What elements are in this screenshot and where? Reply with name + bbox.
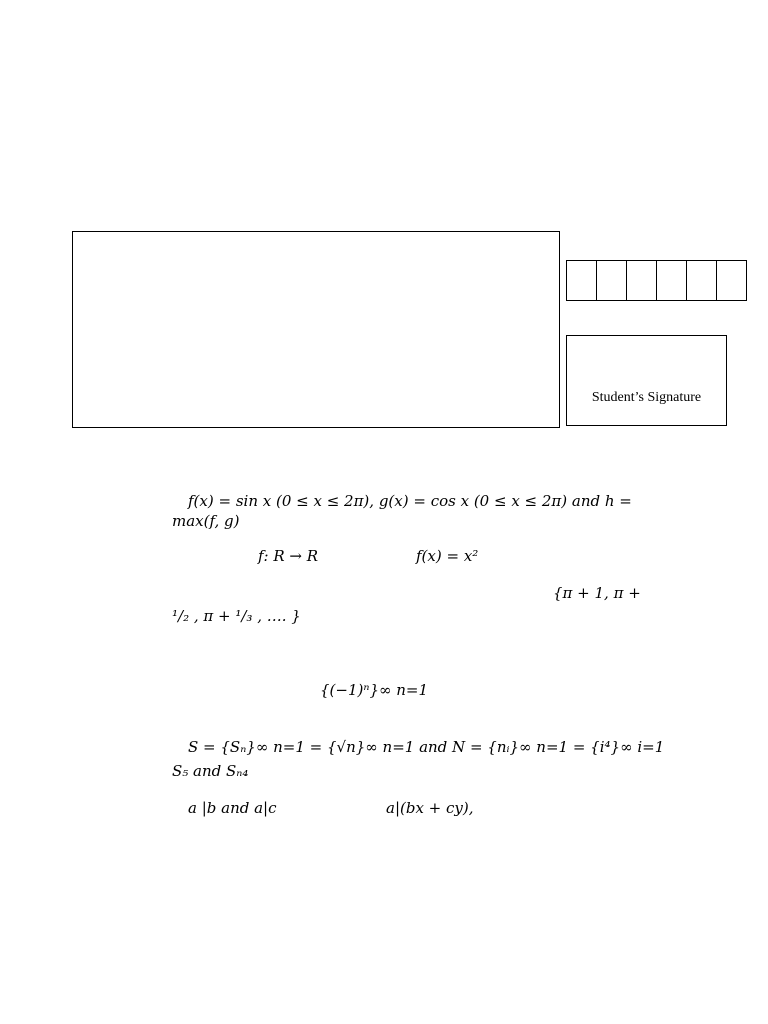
math-line-2b: f(x) = x² bbox=[416, 547, 479, 565]
math-line-3b: ¹/₂ , π + ¹/₃ , …. } bbox=[172, 607, 301, 625]
id-digit-cell[interactable] bbox=[626, 260, 657, 301]
math-line-5b: S₅ and Sₙ₄ bbox=[172, 762, 249, 780]
math-line-5a: S = {Sₙ}∞ n=1 = {√n}∞ n=1 and N = {nᵢ}∞ n=1 = {i⁴}∞ i=1 bbox=[188, 738, 665, 756]
math-line-1b: max(f, g) bbox=[172, 512, 240, 530]
math-line-1a: f(x) = sin x (0 ≤ x ≤ 2π), g(x) = cos x (0 ≤ x ≤ 2π) and h = bbox=[188, 492, 632, 510]
id-digit-cell[interactable] bbox=[596, 260, 627, 301]
id-digit-cell[interactable] bbox=[716, 260, 747, 301]
answer-box[interactable] bbox=[72, 231, 560, 428]
signature-box[interactable] bbox=[566, 335, 727, 426]
math-line-6b: a|(bx + cy), bbox=[386, 799, 474, 817]
math-line-4: {(−1)ⁿ}∞ n=1 bbox=[320, 681, 429, 699]
signature-label: Student’s Signature bbox=[591, 390, 702, 405]
id-digit-cell[interactable] bbox=[686, 260, 717, 301]
math-line-3a: {π + 1, π + bbox=[553, 584, 641, 602]
student-id-boxes bbox=[566, 260, 747, 301]
math-line-6a: a |b and a|c bbox=[188, 799, 277, 817]
math-line-2a: f: R → R bbox=[258, 547, 319, 565]
id-digit-cell[interactable] bbox=[656, 260, 687, 301]
id-digit-cell[interactable] bbox=[566, 260, 597, 301]
